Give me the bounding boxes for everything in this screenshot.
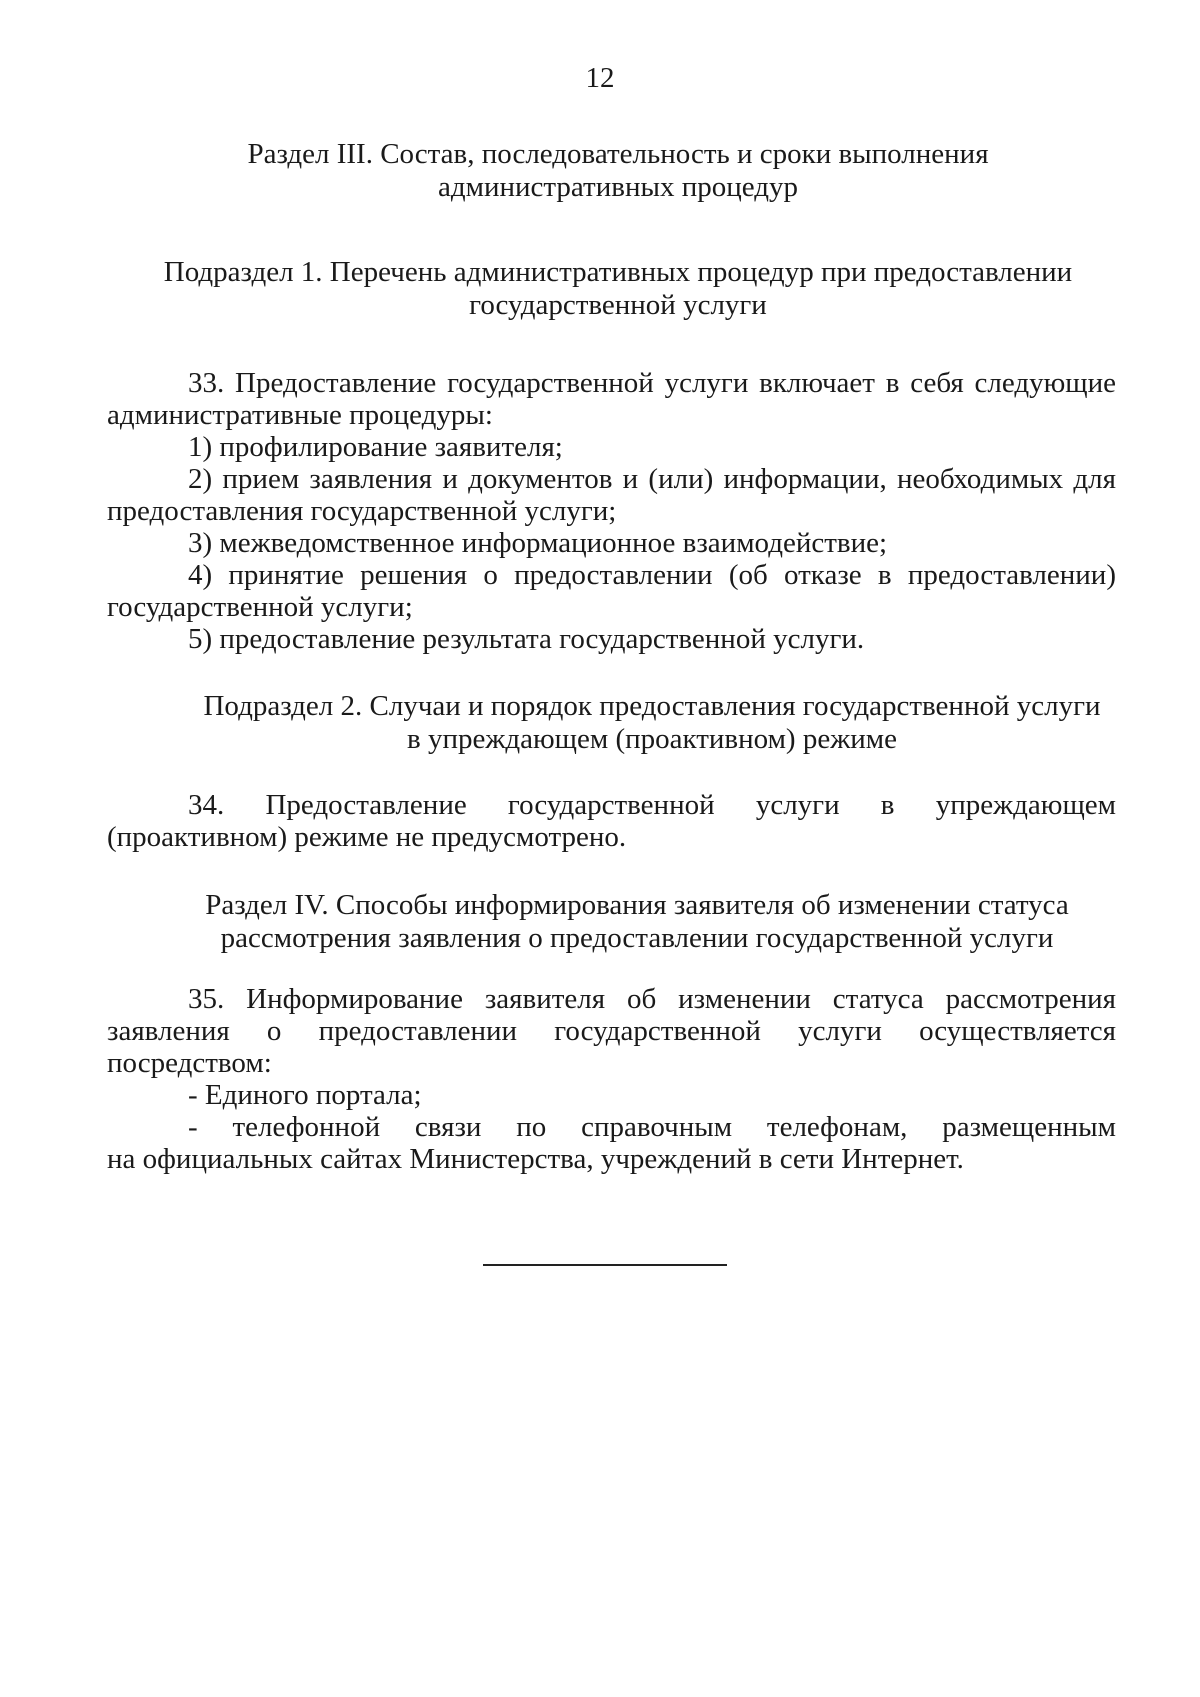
paragraph-33: [107, 367, 1116, 655]
section-3-title-line-1: Раздел III. Состав, последовательность и сроки выполнения: [247, 138, 989, 170]
list-item-3: 3) межведомственное информационное взаимодействие;: [188, 527, 888, 559]
bullet-item-1: - Единого портала;: [188, 1079, 422, 1111]
subsection-2-title-line-1: Подраздел 2. Случаи и порядок предоставления государственной услуги: [203, 690, 1101, 722]
paragraph-35: [107, 983, 1116, 1175]
paragraph-34-line-1: 34. Предоставление государственной услуги в упреждающем: [188, 789, 1116, 821]
list-item-5: 5) предоставление результата государственной услуги.: [188, 623, 865, 655]
section-3-title-line-2: административных процедур: [438, 171, 798, 203]
section-4-title-line-1: Раздел IV. Способы информирования заявителя об изменении статуса: [205, 889, 1069, 921]
paragraph-33-line-2: административные процедуры:: [107, 399, 493, 431]
list-item-1: 1) профилирование заявителя;: [188, 431, 563, 463]
section-4-title-line-2: рассмотрения заявления о предоставлении государственной услуги: [220, 922, 1054, 954]
list-item-4-line-2: государственной услуги;: [107, 591, 413, 623]
page-number: 12: [585, 62, 615, 94]
bullet-item-2-line-1: - телефонной связи по справочным телефонам, размещенным: [188, 1111, 1116, 1143]
end-separator-line: [483, 1264, 727, 1266]
subsection-2-heading: [107, 690, 1197, 756]
paragraph-34-line-2: (проактивном) режиме не предусмотрено.: [107, 821, 627, 853]
subsection-1-title-line-1: Подраздел 1. Перечень административных процедур при предоставлении: [163, 256, 1073, 288]
list-item-2-line-1: 2) прием заявления и документов и (или) информации, необходимых для: [188, 463, 1116, 495]
paragraph-35-line-1: 35. Информирование заявителя об изменении статуса рассмотрения: [188, 983, 1116, 1015]
paragraph-34: [107, 789, 1116, 853]
list-item-4-line-1: 4) принятие решения о предоставлении (об отказе в предоставлении): [188, 559, 1116, 591]
section-4-heading: [107, 889, 1167, 955]
list-item-2-line-2: предоставления государственной услуги;: [107, 495, 617, 527]
subsection-2-title-line-2: в упреждающем (проактивном) режиме: [407, 723, 897, 755]
section-3-heading: [100, 138, 1136, 204]
paragraph-35-line-3: посредством:: [107, 1047, 272, 1079]
paragraph-33-line-1: 33. Предоставление государственной услуги включает в себя следующие: [188, 367, 1116, 399]
subsection-1-heading: [100, 256, 1136, 322]
subsection-1-title-line-2: государственной услуги: [469, 289, 767, 321]
paragraph-35-line-2: заявления о предоставлении государственной услуги осуществляется: [107, 1015, 1116, 1047]
bullet-item-2-line-2: на официальных сайтах Министерства, учреждений в сети Интернет.: [107, 1143, 964, 1175]
